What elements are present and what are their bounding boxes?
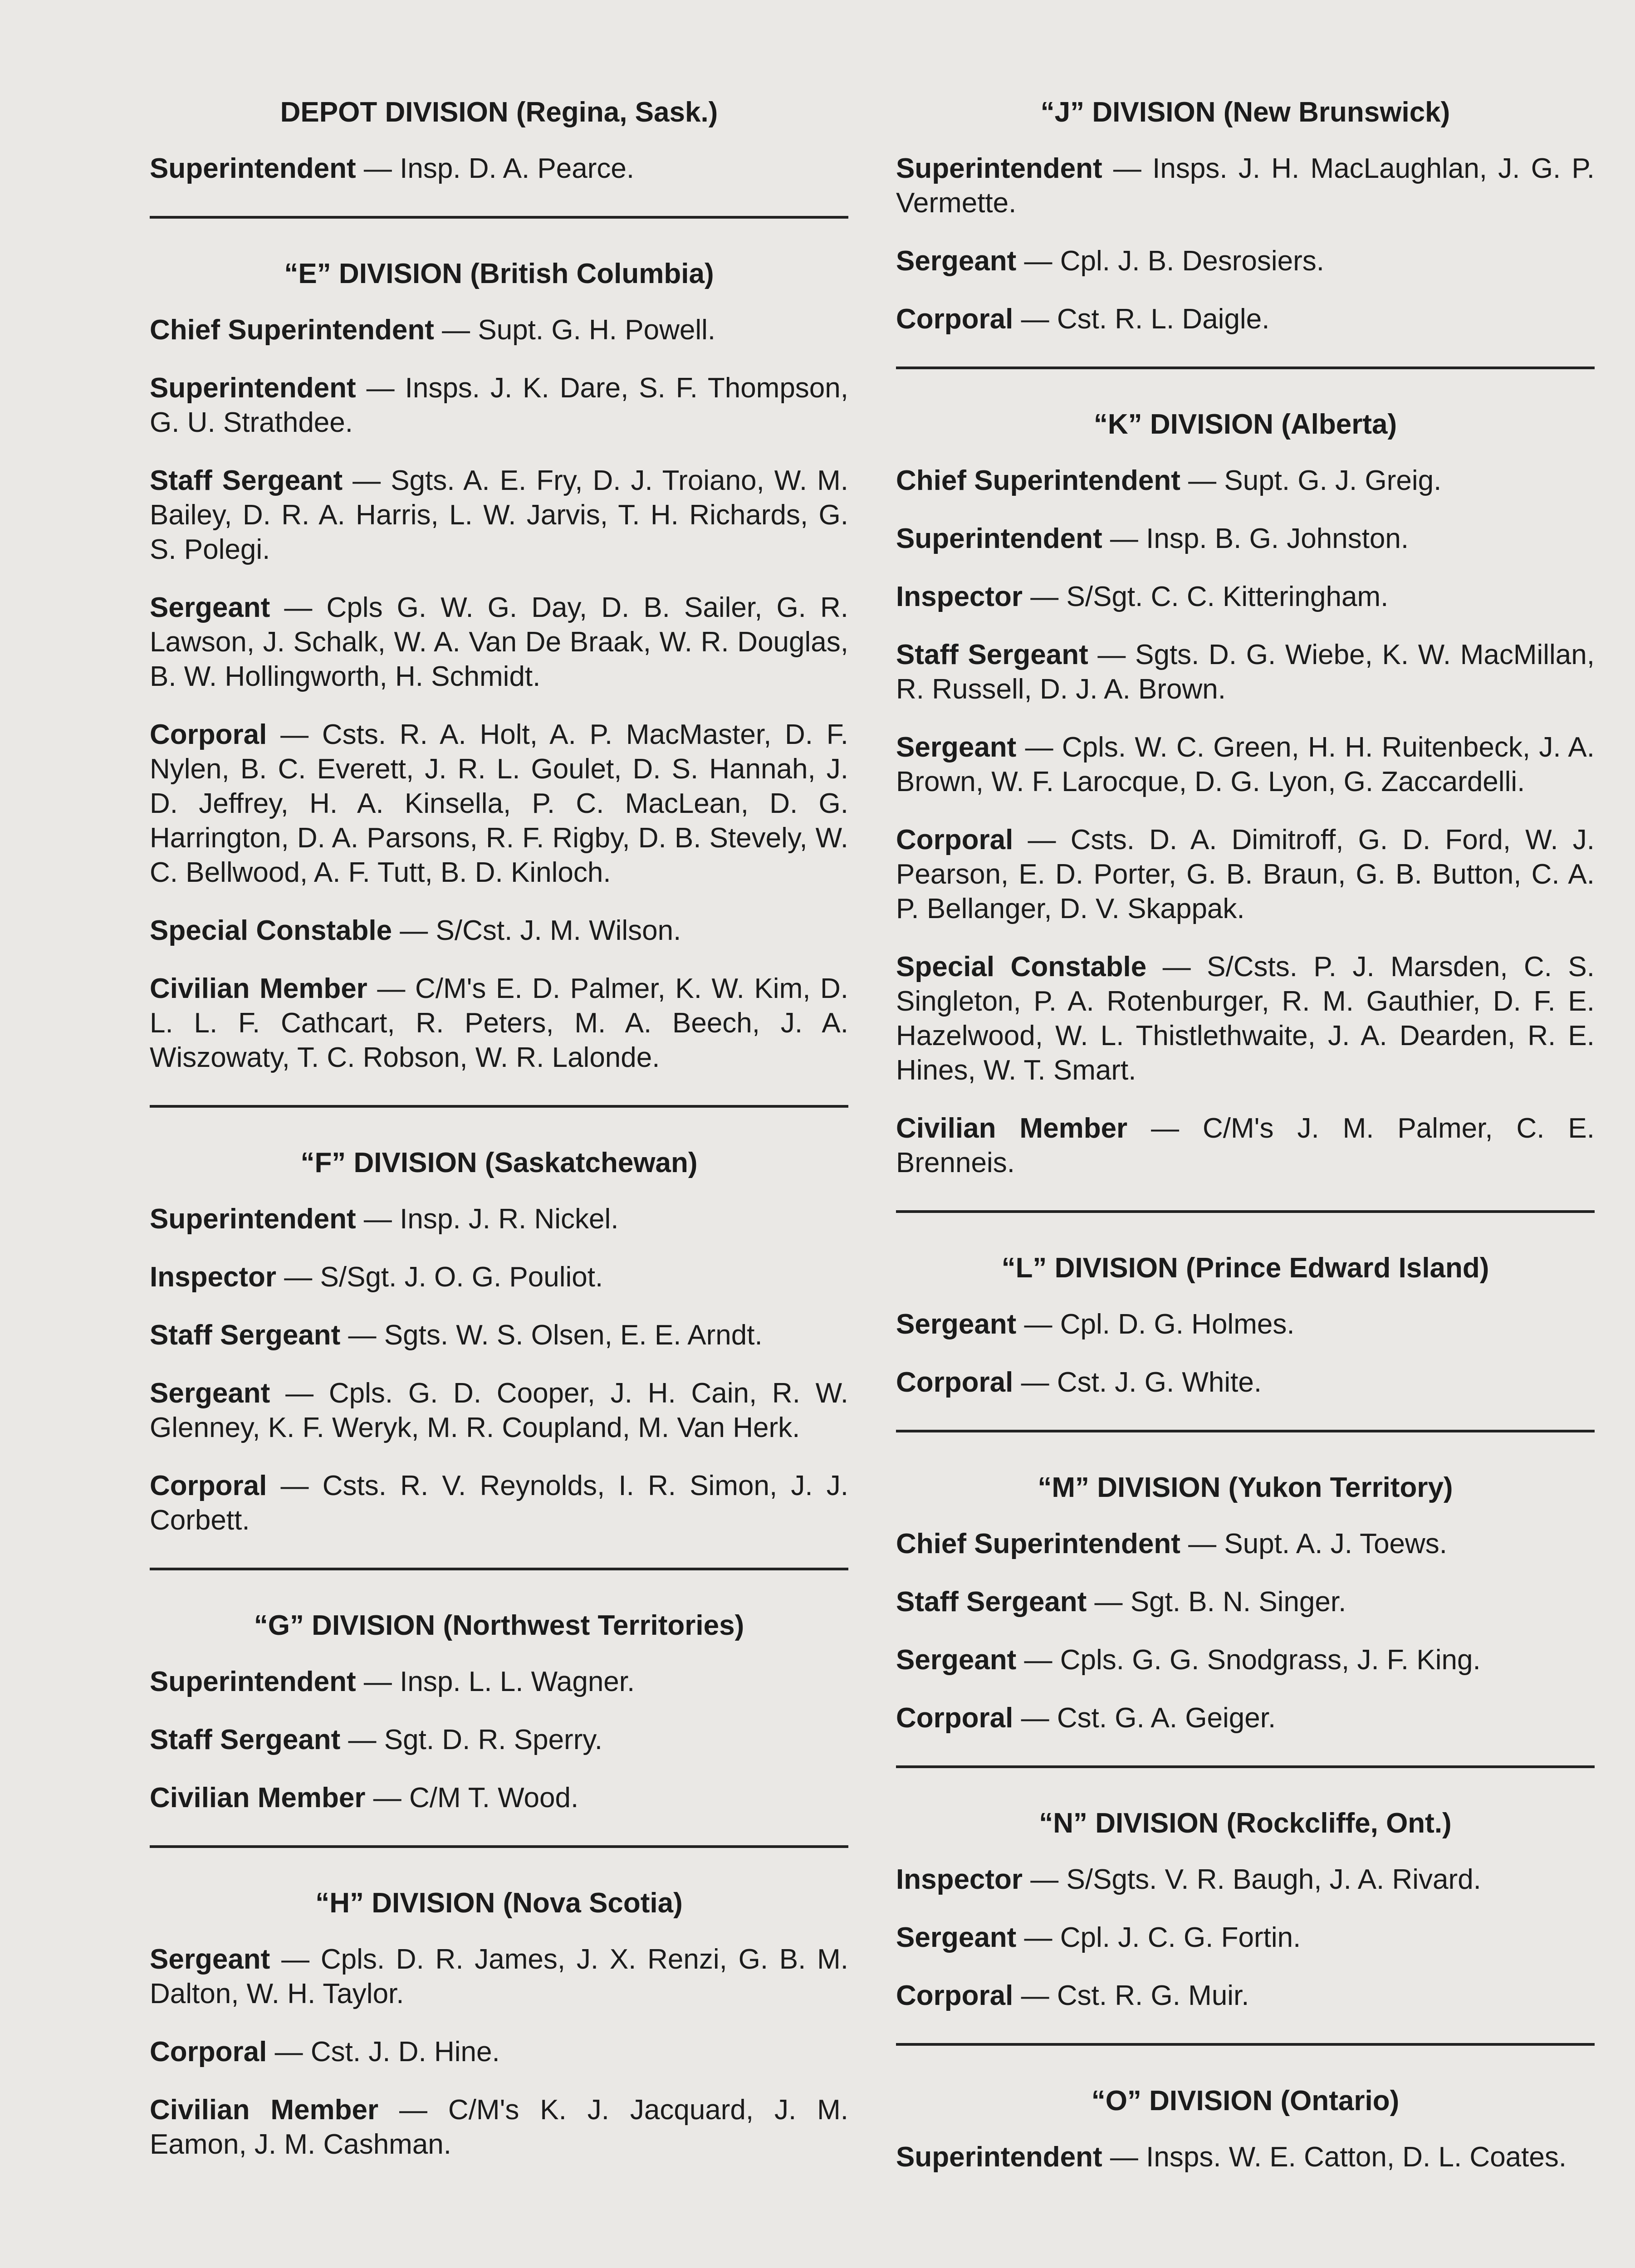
promotion-entry-chief-superintendent (896, 1527, 1595, 1561)
member-names: S/Sgt. J. O. G. Pouliot. (320, 1261, 603, 1293)
rank-label: Superintendent (150, 1666, 356, 1697)
member-names: Insps. J. H. MacLaughlan, J. G. P. Vermette. (896, 153, 1595, 219)
dash-separator: — (1180, 465, 1224, 496)
rank-label: Superintendent (896, 523, 1102, 554)
rank-label: Inspector (150, 1261, 277, 1293)
rank-label: Superintendent (896, 153, 1102, 184)
dash-separator: — (356, 153, 400, 184)
promotion-entry-staff-sergeant (150, 1318, 848, 1353)
division-section (896, 2084, 1595, 2175)
rank-label: Civilian Member (150, 1782, 366, 1813)
member-names: Cpls. D. R. James, J. X. Renzi, G. B. M. Dalton, W. H. Taylor. (150, 1944, 848, 2009)
member-names: Insps. J. K. Dare, S. F. Thompson, G. U. Strathdee. (150, 372, 848, 438)
rank-label: Chief Superintendent (896, 465, 1180, 496)
rank-label: Sergeant (150, 1378, 270, 1409)
rank-label: Corporal (150, 2036, 267, 2068)
division-section (150, 1146, 848, 1538)
dash-separator: — (267, 1470, 323, 1501)
section-divider (896, 1210, 1595, 1213)
rank-label: Corporal (150, 719, 267, 750)
dash-separator: — (356, 1666, 400, 1697)
promotion-entry-sergeant (896, 730, 1595, 799)
division-title: “G” DIVISION (Northwest Territories) (254, 1610, 744, 1641)
promotion-entry-sergeant (896, 1307, 1595, 1342)
left-column (150, 95, 848, 2185)
dash-separator: — (270, 1944, 321, 1975)
division-title: “M” DIVISION (Yukon Territory) (1038, 1472, 1453, 1503)
dash-separator: — (1016, 1644, 1060, 1676)
division-section (896, 95, 1595, 337)
promotion-entry-superintendent (896, 2140, 1595, 2175)
rank-label: Sergeant (896, 245, 1017, 277)
rank-label: Staff Sergeant (896, 1586, 1087, 1618)
section-divider (150, 216, 848, 219)
dash-separator: — (1023, 1864, 1067, 1895)
section-divider (896, 1430, 1595, 1432)
division-section (150, 95, 848, 186)
rank-label: Special Constable (896, 951, 1147, 982)
rank-label: Staff Sergeant (150, 1724, 341, 1755)
promotion-entry-sergeant (150, 591, 848, 694)
dash-separator: — (1146, 951, 1207, 982)
rank-label: Sergeant (150, 592, 270, 623)
rank-label: Civilian Member (896, 1113, 1128, 1144)
member-names: Cst. J. G. White. (1057, 1367, 1262, 1398)
member-names: Sgts. A. E. Fry, D. J. Troiano, W. M. Bailey, D. R. A. Harris, L. W. Jarvis, T. H. Richards, G. S. Polegi. (150, 465, 849, 565)
division-section (896, 407, 1595, 1180)
promotion-entry-corporal (896, 1701, 1595, 1735)
rank-label: Special Constable (150, 915, 392, 946)
dash-separator: — (367, 973, 415, 1004)
promotion-entry-inspector (150, 1260, 848, 1295)
member-names: Insps. W. E. Catton, D. L. Coates. (1146, 2141, 1567, 2173)
member-names: Csts. R. A. Holt, A. P. MacMaster, D. F. Nylen, B. C. Everett, J. R. L. Goulet, D. S. Hannah, J. D. Jeffrey, H. A. Kinsella, P. C. MacLean, D. G. Harrington, D. A. Parsons, R. F. Rigby, D. B. Stevely, W. C. Bellwood, A. F. Tutt, B. D. Kinloch. (150, 719, 848, 888)
dash-separator: — (1087, 1586, 1131, 1618)
dash-separator: — (1013, 1702, 1057, 1734)
member-names: S/Sgt. C. C. Kitteringham. (1066, 581, 1389, 612)
division-section (150, 1608, 848, 1815)
promotion-entry-corporal (896, 823, 1595, 926)
promotion-entry-chief-superintendent (150, 313, 848, 347)
rank-label: Superintendent (150, 1203, 356, 1235)
dash-separator: — (392, 915, 436, 946)
dash-separator: — (356, 372, 405, 404)
rank-label: Corporal (150, 1470, 267, 1501)
dash-separator: — (1023, 581, 1067, 612)
division-title: “O” DIVISION (Ontario) (1091, 2085, 1400, 2116)
promotion-entry-sergeant (896, 244, 1595, 279)
rank-label: Staff Sergeant (150, 1320, 341, 1351)
promotion-entry-superintendent (150, 1665, 848, 1699)
division-title: “H” DIVISION (Nova Scotia) (315, 1887, 683, 1919)
section-divider (896, 367, 1595, 369)
rank-label: Sergeant (150, 1944, 270, 1975)
promotion-entry-sergeant (150, 1376, 848, 1445)
dash-separator: — (1013, 824, 1071, 855)
rank-label: Corporal (896, 1702, 1013, 1734)
dash-separator: — (1016, 245, 1060, 277)
division-section (150, 1886, 848, 2162)
dash-separator: — (356, 1203, 400, 1235)
promotion-entry-civilian-member (150, 1781, 848, 1815)
promotion-entry-corporal (896, 1979, 1595, 2013)
promotion-entry-special-constable (150, 914, 848, 948)
member-names: Cst. R. L. Daigle. (1057, 303, 1270, 335)
member-names: Cpls. W. C. Green, H. H. Ruitenbeck, J. A. Brown, W. F. Larocque, D. G. Lyon, G. Zaccardelli. (896, 732, 1595, 797)
promotion-entry-superintendent (150, 152, 848, 186)
rank-label: Civilian Member (150, 2094, 379, 2126)
dash-separator: — (1102, 153, 1153, 184)
division-title: “E” DIVISION (British Columbia) (284, 258, 714, 289)
member-names: Insp. J. R. Nickel. (400, 1203, 619, 1235)
promotion-entry-superintendent (896, 522, 1595, 556)
promotion-entry-corporal (150, 1469, 848, 1538)
dash-separator: — (365, 1782, 409, 1813)
rank-label: Inspector (896, 581, 1023, 612)
dash-separator: — (434, 314, 478, 346)
rank-label: Staff Sergeant (150, 465, 343, 496)
rank-label: Chief Superintendent (150, 314, 434, 346)
member-names: Csts. R. V. Reynolds, I. R. Simon, J. J. Corbett. (150, 1470, 849, 1536)
dash-separator: — (1127, 1113, 1203, 1144)
promotion-entry-corporal (896, 302, 1595, 337)
section-divider (150, 1105, 848, 1108)
dash-separator: — (1013, 303, 1057, 335)
dash-separator: — (1180, 1528, 1224, 1559)
dash-separator: — (276, 1261, 320, 1293)
member-names: C/M T. Wood. (409, 1782, 579, 1813)
promotion-entry-civilian-member (150, 2093, 848, 2162)
rank-label: Superintendent (150, 372, 356, 404)
dash-separator: — (270, 592, 327, 623)
member-names: Insp. B. G. Johnston. (1146, 523, 1409, 554)
dash-separator: — (1016, 1922, 1060, 1953)
member-names: Insp. L. L. Wagner. (400, 1666, 635, 1697)
rank-label: Sergeant (896, 1922, 1017, 1953)
promotion-entry-staff-sergeant (896, 1585, 1595, 1619)
dash-separator: — (1102, 523, 1146, 554)
promotion-entry-special-constable (896, 950, 1595, 1088)
member-names: Cpls. G. G. Snodgrass, J. F. King. (1060, 1644, 1481, 1676)
member-names: S/Sgts. V. R. Baugh, J. A. Rivard. (1066, 1864, 1481, 1895)
division-title: “N” DIVISION (Rockcliffe, Ont.) (1039, 1808, 1452, 1839)
promotion-entry-sergeant (896, 1643, 1595, 1677)
promotion-entry-corporal (150, 2035, 848, 2069)
member-names: Supt. G. J. Greig. (1224, 465, 1442, 496)
rank-label: Corporal (896, 303, 1013, 335)
promotion-entry-corporal (896, 1365, 1595, 1400)
promotion-entry-staff-sergeant (150, 1723, 848, 1757)
promotion-entry-inspector (896, 1862, 1595, 1897)
rank-label: Superintendent (896, 2141, 1102, 2173)
promotion-entry-civilian-member (150, 972, 848, 1075)
division-section (150, 257, 848, 1075)
rank-label: Inspector (896, 1864, 1023, 1895)
rank-label: Corporal (896, 1367, 1013, 1398)
member-names: Cpl. J. C. G. Fortin. (1060, 1922, 1301, 1953)
member-names: Cpl. D. G. Holmes. (1060, 1309, 1295, 1340)
promotion-entry-superintendent (150, 371, 848, 440)
rank-label: Sergeant (896, 732, 1017, 763)
dash-separator: — (270, 1378, 329, 1409)
rank-label: Sergeant (896, 1644, 1017, 1676)
promotion-entry-civilian-member (896, 1111, 1595, 1180)
dash-separator: — (340, 1320, 384, 1351)
member-names: S/Csts. P. J. Marsden, C. S. Singleton, P. A. Rotenburger, R. M. Gauthier, D. F. E. Hazelwood, W. L. Thistlethwaite, J. A. Dearden, R. E. Hines, W. T. Smart. (896, 951, 1595, 1086)
division-section (896, 1471, 1595, 1735)
division-title: DEPOT DIVISION (Regina, Sask.) (280, 97, 718, 128)
dash-separator: — (343, 465, 391, 496)
dash-separator: — (1088, 639, 1136, 670)
dash-separator: — (267, 2036, 311, 2068)
member-names: C/M's E. D. Palmer, K. W. Kim, D. L. L. F. Cathcart, R. Peters, M. A. Beech, J. A. Wiszowaty, T. C. Robson, W. R. Lalonde. (150, 973, 848, 1073)
member-names: Insp. D. A. Pearce. (400, 153, 635, 184)
dash-separator: — (267, 719, 322, 750)
section-divider (896, 2043, 1595, 2046)
member-names: Sgt. B. N. Singer. (1130, 1586, 1346, 1618)
member-names: C/M's J. M. Palmer, C. E. Brenneis. (896, 1113, 1595, 1178)
rank-label: Corporal (896, 1980, 1013, 2011)
promotion-entry-corporal (150, 718, 848, 890)
member-names: S/Cst. J. M. Wilson. (436, 915, 681, 946)
dash-separator: — (1016, 732, 1062, 763)
member-names: Cpls G. W. G. Day, D. B. Sailer, G. R. Lawson, J. Schalk, W. A. Van De Braak, W. R. Douglas, B. W. Hollingworth, H. Schmidt. (150, 592, 848, 692)
promotion-entry-sergeant (150, 1942, 848, 2011)
division-title: “K” DIVISION (Alberta) (1093, 409, 1397, 440)
member-names: C/M's K. J. Jacquard, J. M. Eamon, J. M. Cashman. (150, 2094, 849, 2160)
division-section (896, 1806, 1595, 2013)
member-names: Sgt. D. R. Sperry. (384, 1724, 602, 1755)
promotion-entry-chief-superintendent (896, 464, 1595, 498)
dash-separator: — (378, 2094, 448, 2126)
dash-separator: — (1102, 2141, 1146, 2173)
member-names: Cst. R. G. Muir. (1057, 1980, 1249, 2011)
division-section (896, 1251, 1595, 1400)
dash-separator: — (1013, 1980, 1057, 2011)
member-names: Cpls. G. D. Cooper, J. H. Cain, R. W. Glenney, K. F. Weryk, M. R. Coupland, M. Van Herk. (150, 1378, 849, 1443)
section-divider (896, 1765, 1595, 1768)
member-names: Csts. D. A. Dimitroff, G. D. Ford, W. J. Pearson, E. D. Porter, G. B. Braun, G. B. Button, C. A. P. Bellanger, D. V. Skappak. (896, 824, 1595, 924)
promotion-entry-superintendent (150, 1202, 848, 1237)
division-title: “J” DIVISION (New Brunswick) (1040, 97, 1450, 128)
rank-label: Corporal (896, 824, 1013, 855)
dash-separator: — (340, 1724, 384, 1755)
member-names: Supt. G. H. Powell. (478, 314, 716, 346)
dash-separator: — (1016, 1309, 1060, 1340)
promotion-entry-superintendent (896, 152, 1595, 220)
rank-label: Civilian Member (150, 973, 367, 1004)
member-names: Sgts. W. S. Olsen, E. E. Arndt. (384, 1320, 763, 1351)
section-divider (150, 1845, 848, 1848)
member-names: Supt. A. J. Toews. (1224, 1528, 1448, 1559)
member-names: Cst. J. D. Hine. (310, 2036, 500, 2068)
promotion-entry-staff-sergeant (896, 638, 1595, 707)
rank-label: Staff Sergeant (896, 639, 1088, 670)
rank-label: Superintendent (150, 153, 356, 184)
division-title: “F” DIVISION (Saskatchewan) (300, 1147, 698, 1178)
member-names: Cst. G. A. Geiger. (1057, 1702, 1276, 1734)
promotion-entry-staff-sergeant (150, 464, 848, 567)
dash-separator: — (1013, 1367, 1057, 1398)
division-title: “L” DIVISION (Prince Edward Island) (1001, 1252, 1489, 1284)
promotion-entry-sergeant (896, 1921, 1595, 1955)
right-column (896, 95, 1595, 2198)
rank-label: Sergeant (896, 1309, 1017, 1340)
member-names: Cpl. J. B. Desrosiers. (1060, 245, 1325, 277)
member-names: Sgts. D. G. Wiebe, K. W. MacMillan, R. Russell, D. J. A. Brown. (896, 639, 1595, 705)
rank-label: Chief Superintendent (896, 1528, 1180, 1559)
section-divider (150, 1568, 848, 1570)
promotion-entry-inspector (896, 580, 1595, 614)
